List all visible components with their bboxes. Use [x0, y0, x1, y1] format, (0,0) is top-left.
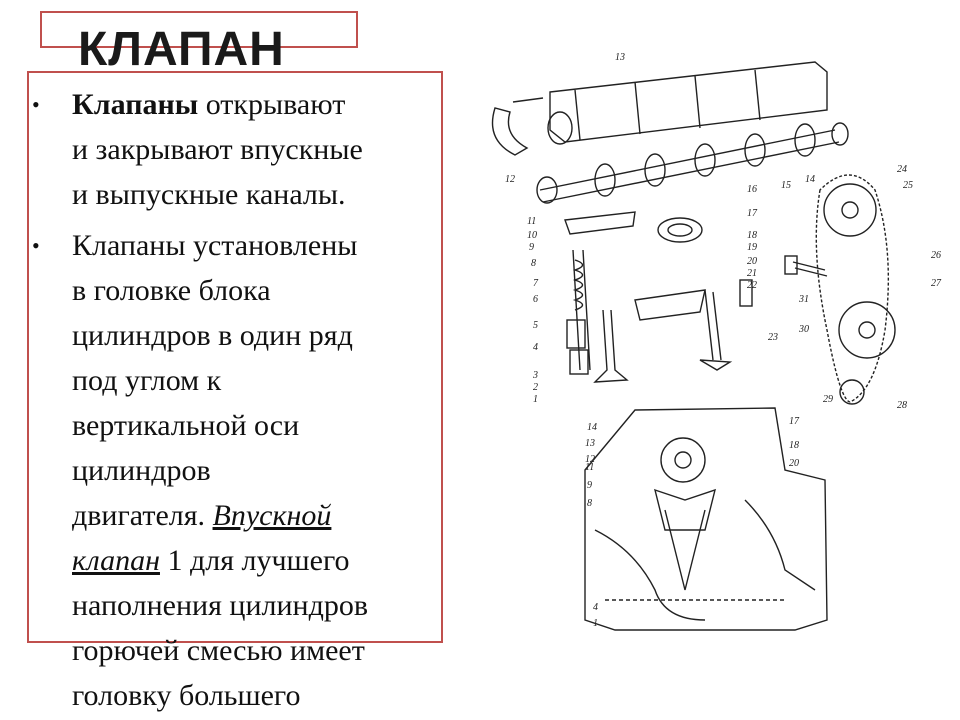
para2-line: наполнения цилиндров [72, 589, 369, 622]
part-label: 11 [585, 462, 595, 473]
part-label: 12 [585, 454, 595, 465]
part-label: 17 [747, 208, 757, 219]
para2-line: под углом к [72, 364, 222, 397]
exhaust-valve [700, 290, 730, 370]
intake-valve-link[interactable]: клапан [72, 544, 160, 577]
part-label: 3 [533, 370, 538, 381]
part-label: 10 [527, 230, 537, 241]
part-label: 17 [789, 416, 799, 427]
part-label: 13 [585, 438, 595, 449]
para2-line: в головке блока [72, 274, 271, 307]
sprocket [839, 302, 895, 358]
para2-line: Клапаны установлены [72, 229, 358, 262]
rocker-arm [565, 212, 635, 234]
body-text [32, 82, 442, 718]
hydraulic-tappet [567, 320, 585, 348]
camshaft [540, 130, 839, 202]
part-label: 30 [799, 324, 809, 335]
part-label: 22 [747, 280, 757, 291]
para2-line: двигателя. [72, 499, 213, 532]
para2-line: вертикальной оси [72, 409, 300, 442]
camshaft-housing [550, 62, 827, 142]
part-label: 15 [781, 180, 791, 191]
keyword-valves: Клапаны [72, 88, 199, 121]
part-label: 16 [747, 184, 757, 195]
part-label: 26 [931, 250, 941, 261]
part-label: 14 [805, 174, 815, 185]
bullet-icon: • [32, 233, 40, 258]
part-label: 31 [799, 294, 809, 305]
para1-line2: и закрывают впускные [72, 133, 363, 166]
part-label: 4 [593, 602, 598, 613]
part-label: 18 [747, 230, 757, 241]
sprocket [824, 184, 876, 236]
part-label: 12 [505, 174, 515, 185]
part-label: 11 [527, 216, 537, 227]
part-label: 1 [593, 618, 598, 629]
part-label: 18 [789, 440, 799, 451]
part-label: 13 [615, 52, 625, 63]
paragraph-2 [32, 223, 442, 718]
para1-line3: и выпускные каналы. [72, 178, 346, 211]
part-label: 21 [747, 268, 757, 279]
part-label: 23 [768, 332, 778, 343]
bracket [493, 108, 528, 155]
valve-train-diagram [455, 30, 960, 720]
para2-line: 1 для лучшего [159, 544, 350, 577]
part-label: 7 [533, 278, 538, 289]
valve [595, 310, 627, 382]
bullet-icon: • [32, 92, 40, 117]
part-label: 29 [823, 394, 833, 405]
part-label: 20 [747, 256, 757, 267]
part-label: 14 [587, 422, 597, 433]
part-label: 20 [789, 458, 799, 469]
timing-chain [816, 175, 888, 402]
part-label: 8 [531, 258, 536, 269]
part-label: 1 [533, 394, 538, 405]
para2-line: головку большего [72, 679, 301, 712]
part-label: 19 [747, 242, 757, 253]
part-label: 5 [533, 320, 538, 331]
para1-line1: открывают [198, 88, 346, 121]
part-label: 25 [903, 180, 913, 191]
part-label: 9 [529, 242, 534, 253]
intake-valve-link[interactable]: Впускной [212, 499, 332, 532]
para2-line: цилиндров [72, 454, 211, 487]
paragraph-1 [32, 82, 442, 217]
slide-title: КЛАПАН [78, 23, 285, 76]
part-label: 27 [931, 278, 941, 289]
part-label: 2 [533, 382, 538, 393]
para2-line: цилиндров в один ряд [72, 319, 353, 352]
part-label: 8 [587, 498, 592, 509]
para2-line: горючей смесью имеет [72, 634, 365, 667]
part-label: 6 [533, 294, 538, 305]
part-label: 9 [587, 480, 592, 491]
part-label: 28 [897, 400, 907, 411]
part-label: 4 [533, 342, 538, 353]
part-label: 24 [897, 164, 907, 175]
